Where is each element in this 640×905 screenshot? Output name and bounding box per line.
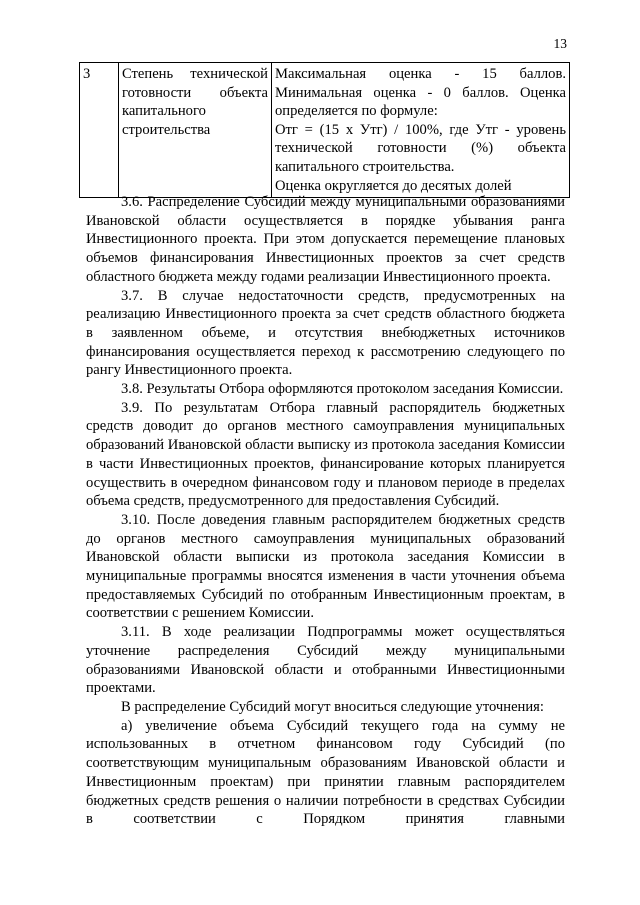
- paragraph-3-8: 3.8. Результаты Отбора оформляются протоколом заседания Комиссии.: [121, 381, 564, 398]
- paragraph-refinements-intro: В распределение Субсидий могут вноситься следующие уточнения:: [121, 698, 544, 715]
- description-line: Отг = (15 x Утг) / 100%, где Утг - уровень технической готовности (%) объекта капитального строительства.: [275, 121, 566, 175]
- paragraph-3-11: 3.11. В ходе реализации Подпрограммы может осуществляться уточнение распределения Субсидий между муниципальными образованиями Ивановской области и отобранными Инвестиционными проектами.: [86, 624, 565, 697]
- paragraph-item-a: а) увеличение объема Субсидий текущего года на сумму не использованных в отчетном финансовом году Субсидий (по соответствующим муниципальным образованиям Ивановской области и Инвестиционным проектам) при принятии главным распорядителем бюджетных средств решения о наличии потребности в средствах Субсидии в соответствии с Порядком принятия главными: [86, 717, 565, 828]
- criterion-description: [272, 63, 570, 198]
- criteria-table: [79, 62, 570, 198]
- paragraph-3-9: 3.9. По результатам Отбора главный распорядитель бюджетных средств доводит до органов местного самоуправления муниципальных образований Ивановской области выписку из протокола заседания Комиссии в части Инвестиционных проектов, финансирование которых планируется осуществить в очередном финансовом году и плановом периоде в пределах объема средств, предусмотренного для предоставления Субсидий.: [86, 399, 565, 510]
- criterion-name: Степень технической готовности объекта капитального строительства: [119, 63, 272, 198]
- description-line: Максимальная оценка - 15 баллов. Минимальная оценка - 0 баллов. Оценка определяется по формуле:: [275, 66, 566, 120]
- table-row: [80, 63, 570, 198]
- description-line: Оценка округляется до десятых долей: [275, 177, 512, 194]
- document-body: [86, 193, 565, 829]
- paragraph-3-7: 3.7. В случае недостаточности средств, предусмотренных на реализацию Инвестиционного проекта за счет средств областного бюджета в заявленном объеме, и отсутствия внебюджетных источников финансирования осуществляется переход к рассмотрению следующего по рангу Инвестиционного проекта.: [86, 287, 565, 379]
- paragraph-3-10: 3.10. После доведения главным распорядителем бюджетных средств до органов местного самоуправления муниципальных образований Ивановской области выписки из протокола заседания Комиссии в муниципальные программы вносятся изменения в части уточнения объема предоставляемых Субсидий по отобранным Инвестиционным проектам, в соответствии с решением Комиссии.: [86, 511, 565, 622]
- page-number: 13: [553, 36, 567, 51]
- paragraph-3-6: 3.6. Распределение Субсидий между муниципальными образованиями Ивановской области осуществляется в порядке убывания ранга Инвестиционного проекта. При этом допускается перемещение плановых объемов финансирования Инвестиционных проектов за счет средств областного бюджета между годами реализации Инвестиционного проекта.: [86, 194, 565, 285]
- row-number: 3: [80, 63, 119, 198]
